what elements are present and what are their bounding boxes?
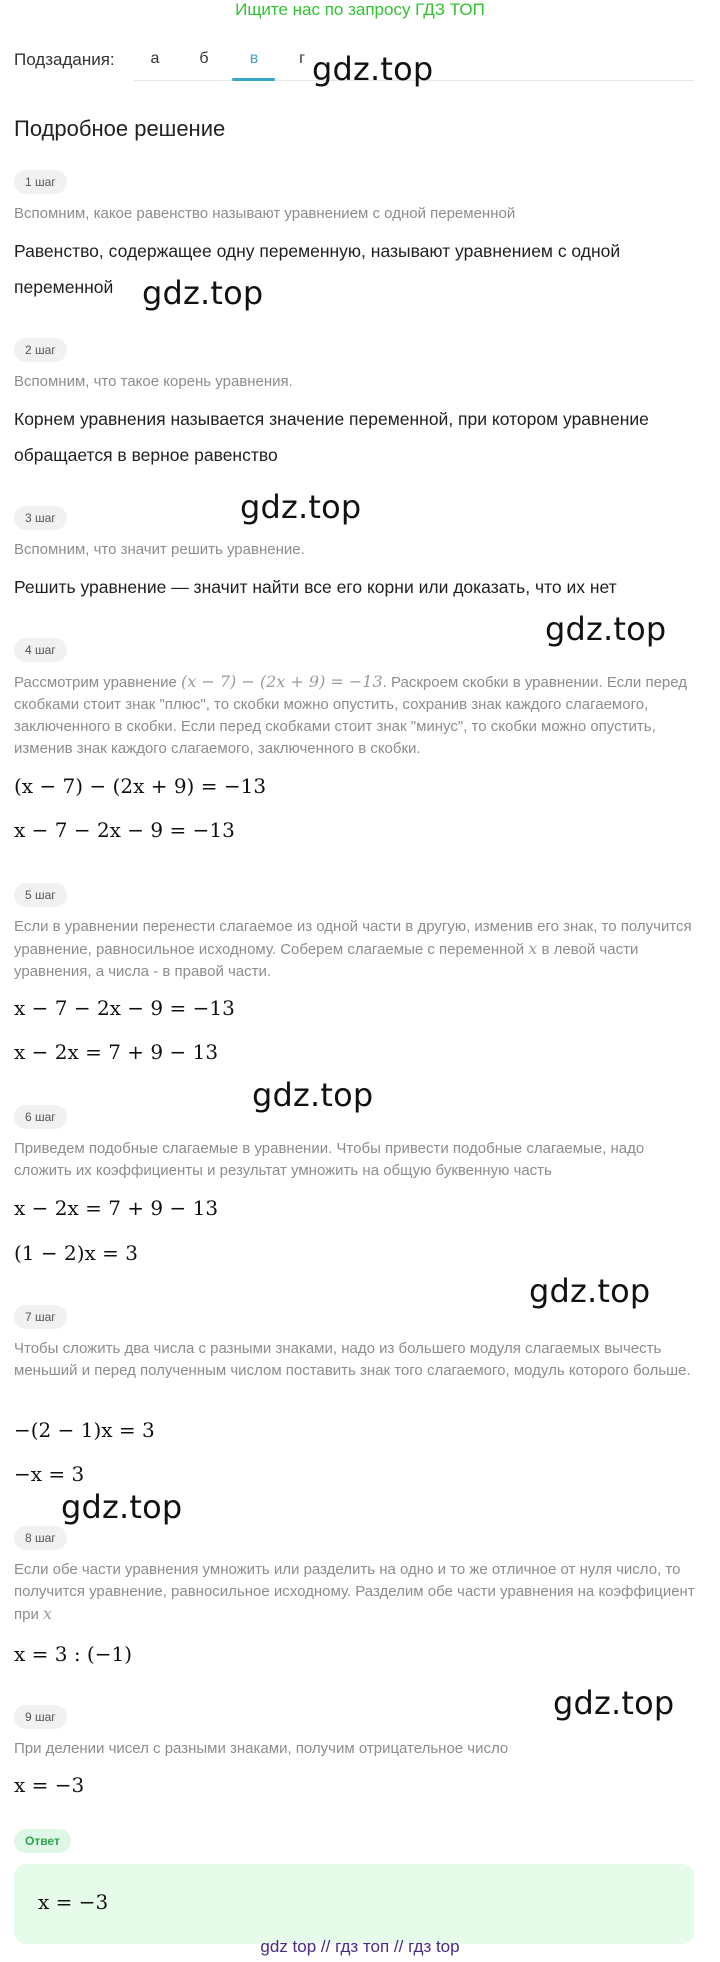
step-hint: Вспомним, что такое корень уравнения. — [14, 373, 293, 390]
watermark: gdz.top — [545, 610, 667, 648]
step-text: Равенство, содержащее одну переменную, называют уравнением с одной переменной — [14, 241, 621, 297]
hint-text: . Раскроем скобки в уравнении. Если перед скобками стоит знак "плюс", то скобки можно опустить, сохранив знак каждого слагаемого, заключенного в скобки. Если перед скобками стоит знак "минус", то скобки можно опустить, изменив знак каждого слагаемого, заключенного в скобки. — [14, 674, 688, 757]
section-title: Подробное решение — [14, 116, 226, 141]
tab-g[interactable]: г — [299, 50, 305, 67]
watermark: gdz.top — [142, 274, 264, 312]
step-badge: 5 шаг — [14, 883, 67, 907]
tab-a[interactable]: а — [150, 50, 160, 67]
inline-variable: x — [43, 1604, 53, 1623]
answer-box — [14, 1864, 694, 1944]
step-hint — [14, 916, 704, 983]
tab-v[interactable]: в — [249, 50, 259, 67]
step-hint: Приведем подобные слагаемые в уравнении. Чтобы привести подобные слагаемые, надо сложить их коэффициенты и результат умножить на общую буквенную часть — [14, 1140, 645, 1179]
step-badge: 7 шаг — [14, 1305, 67, 1329]
equation: x − 2x = 7 + 9 − 13 — [14, 1196, 219, 1220]
step-text: Корнем уравнения называется значение переменной, при котором уравнение обращается в верное равенство — [14, 409, 649, 465]
hint-text: Рассмотрим уравнение — [14, 674, 182, 691]
watermark: gdz.top — [240, 488, 362, 526]
footer-links[interactable]: gdz top // гдз топ // гдз top — [260, 1937, 460, 1956]
subtasks-label: Подзадания: — [14, 50, 115, 69]
watermark: gdz.top — [312, 50, 434, 88]
inline-equation: (x − 7) − (2x + 9) = −13 — [181, 672, 383, 691]
equation: x − 2x = 7 + 9 − 13 — [14, 1040, 219, 1064]
watermark: gdz.top — [553, 1684, 675, 1722]
step-hint: Вспомним, что значит решить уравнение. — [14, 541, 305, 558]
watermark: gdz.top — [61, 1488, 183, 1526]
step-hint: Чтобы сложить два числа с разными знаками, надо из большего модуля слагаемых вычесть меньший и перед полученным числом поставить знак того слагаемого, модуль которого больше. — [14, 1340, 691, 1379]
equation: (1 − 2)x = 3 — [14, 1241, 139, 1265]
step-badge: 3 шаг — [14, 506, 67, 530]
answer-equation: x = −3 — [38, 1890, 109, 1914]
step-hint — [14, 671, 704, 760]
step-badge: 6 шаг — [14, 1105, 67, 1129]
step-hint: Вспомним, какое равенство называют уравнением с одной переменной — [14, 205, 516, 222]
equation: x − 7 − 2x − 9 = −13 — [14, 818, 235, 842]
tab-b[interactable]: б — [199, 50, 209, 67]
step-badge: 9 шаг — [14, 1705, 67, 1729]
hint-text: Если в уравнении перенести слагаемое из одной части в другую, изменив его знак, то получится уравнение, равносильное исходному. Соберем слагаемые с переменной — [14, 918, 692, 958]
hint-text: Если обе части уравнения умножить или разделить на одно и то же отличное от нуля число, то получится уравнение, равносильное исходному. Разделим обе части уравнения на коэффициент при — [14, 1561, 695, 1623]
watermark: gdz.top — [252, 1076, 374, 1114]
search-banner[interactable]: Ищите нас по запросу ГДЗ ТОП — [235, 0, 485, 19]
step-badge: 4 шаг — [14, 638, 67, 662]
step-badge: 1 шаг — [14, 170, 67, 194]
step-badge: 2 шаг — [14, 338, 67, 362]
equation: (x − 7) − (2x + 9) = −13 — [14, 774, 267, 798]
step-badge: 8 шаг — [14, 1526, 67, 1550]
answer-badge: Ответ — [14, 1829, 71, 1853]
equation: x = −3 — [14, 1773, 85, 1797]
watermark: gdz.top — [529, 1272, 651, 1310]
step-hint — [14, 1559, 704, 1626]
inline-variable: x — [528, 939, 538, 958]
active-tab-indicator — [232, 78, 275, 81]
hint-text: в левой части уравнения, а числа - в правой части. — [14, 941, 639, 980]
step-text: Решить уравнение — значит найти все его корни или доказать, что их нет — [14, 577, 617, 597]
equation: x = 3 : (−1) — [14, 1642, 133, 1666]
step-hint: При делении чисел с разными знаками, получим отрицательное число — [14, 1740, 509, 1757]
equation: −(2 − 1)x = 3 — [14, 1418, 155, 1442]
equation: x − 7 − 2x − 9 = −13 — [14, 996, 235, 1020]
equation: −x = 3 — [14, 1462, 85, 1486]
